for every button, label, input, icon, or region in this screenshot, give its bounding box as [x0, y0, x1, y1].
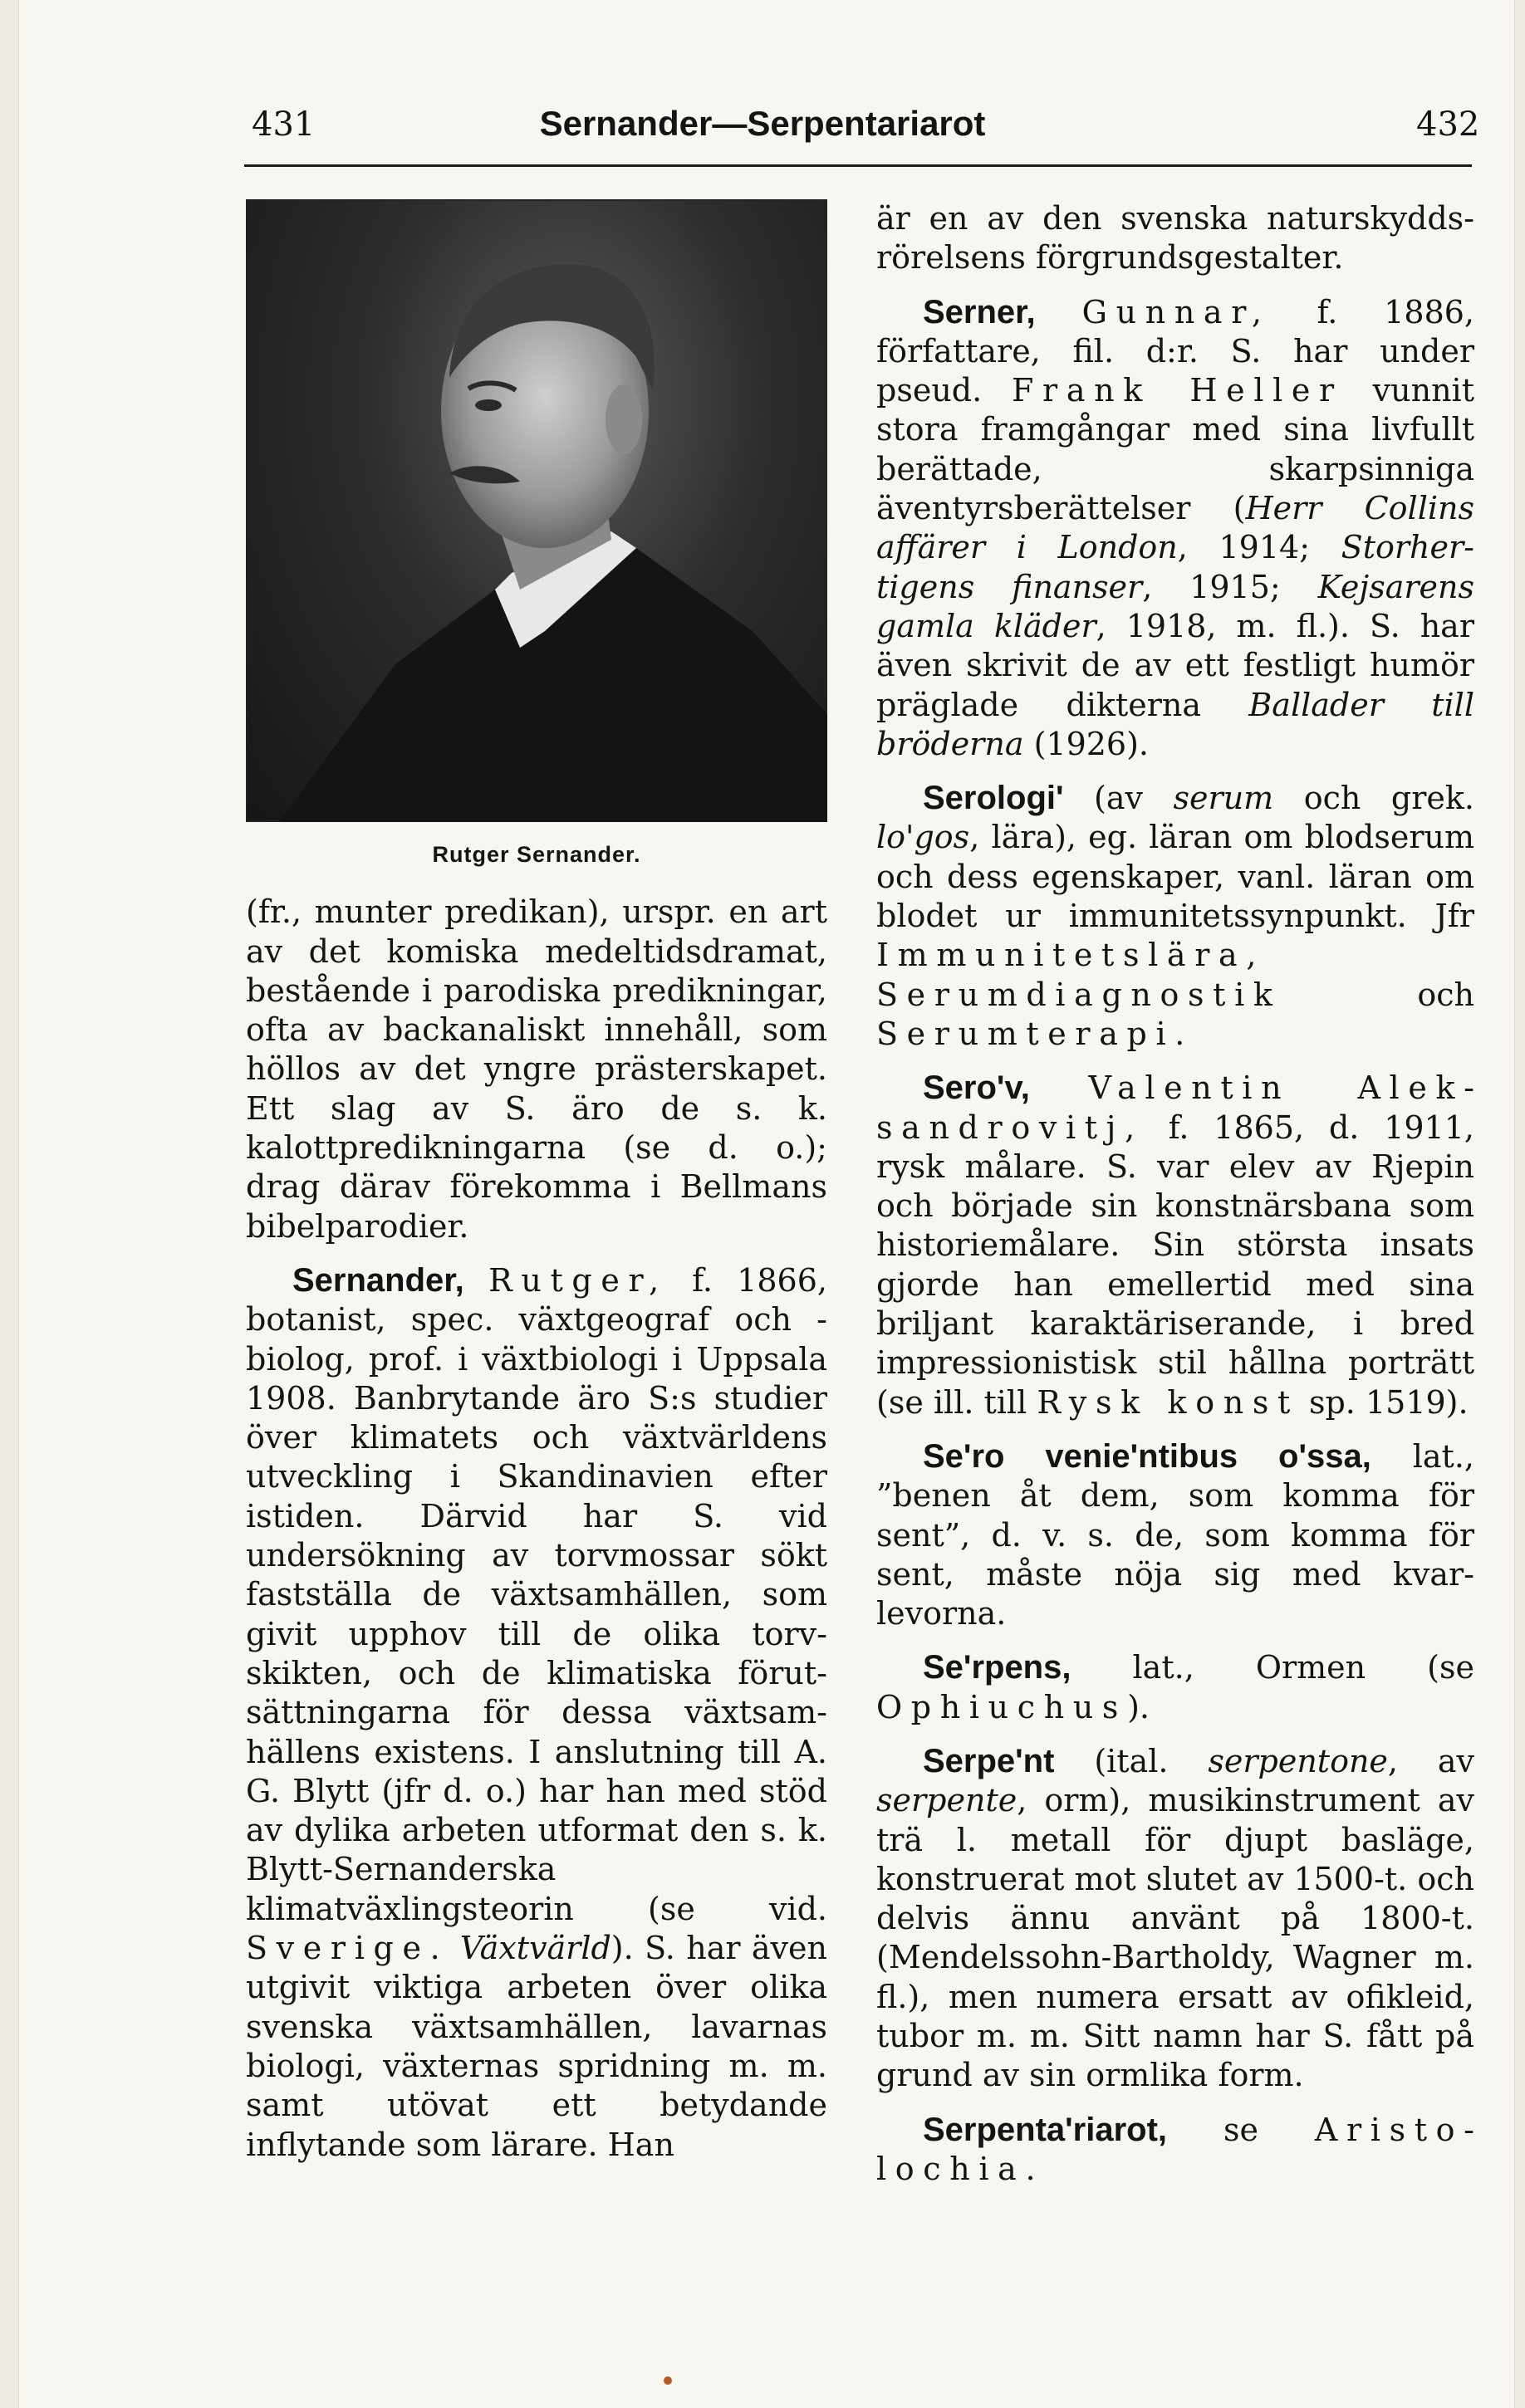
entry-text: se	[1167, 2111, 1315, 2148]
book-title: Kejsarens gamla kläder	[876, 568, 1474, 644]
entry-text: ).	[1127, 1688, 1150, 1725]
header-rule	[244, 164, 1472, 167]
continuation-paragraph	[246, 893, 827, 1246]
portrait-illustration	[246, 199, 827, 822]
headword-serologi: Serologi'	[923, 780, 1064, 817]
entry-sero-venientibus	[876, 1437, 1474, 1633]
entry-text: (av	[1063, 780, 1174, 817]
entry-serologi	[876, 779, 1474, 1054]
entry-text: , 1915;	[1142, 568, 1318, 605]
xref: Ophiuchus	[876, 1688, 1128, 1725]
headword-sernander: Sernander,	[292, 1261, 464, 1299]
photo-caption: Rutger Sernander.	[432, 842, 641, 867]
left-column	[246, 199, 827, 2165]
portrait-photo	[246, 199, 827, 822]
headword-serner: Serner,	[923, 293, 1036, 330]
headword-serov: Sero'v,	[923, 1069, 1030, 1107]
entry-text: (1926).	[1023, 725, 1149, 762]
entry-text: lat., ”benen åt dem, som komma för sent”, d. v. s. de, som komma för sent, måste nöja sig med kvarlevorna.	[876, 1437, 1474, 1632]
given-name-sernander: Rutger,	[488, 1261, 668, 1299]
right-column	[876, 199, 1474, 2189]
entry-text: , av	[1387, 1742, 1475, 1779]
continuation-text: (fr., munter predikan), urspr. en art av det komiska medeltidsdramat, bestående i parodiska predikningar, ofta av backanaliskt innehåll, som höllos av det yngre prästerskapet. Ett slag av S. äro de s. k. kalottpredikningarna (se d. o.); drag därav förekomma i Bellmans bibelparodier.	[246, 893, 827, 1245]
entry-text: f. 1866, botanist, spec. växtgeograf och -biolog, prof. i växtbiologi i Uppsala 1908. Banbrytande äro S:s studier över klimatets och växtvärldens utveckling i Skandinavien efter istiden. Därvid har S. vid undersökning av torvmossar sökt fastställa de växtsamhällen, som givit upphov till de olika torvskikten, och de klimatiska förutsättningarna för dessa växtsamhällens existens. I anslutning till A. G. Blytt (jfr d. o.) har han med stöd av dylika arbeten utformat den s. k. Blytt-Sernanderska klimatväxlingsteorin (se vid.	[246, 1261, 827, 1927]
entry-text: lat., Ormen (se	[1071, 1649, 1474, 1686]
entry-text: och grek.	[1273, 780, 1474, 817]
entry-text: vunnit stora framgångar med sina livfullt berättade, skarpsinniga äventyrsberättelser (	[876, 372, 1474, 527]
entry-serov	[876, 1069, 1474, 1422]
book-title: Herr Collins affärer i London	[876, 490, 1474, 566]
term: lo'gos	[876, 819, 970, 856]
entry-text: f. 1886, författare, fil. d:r. S. har under pseud.	[876, 293, 1474, 409]
entry-text: , orm), musikinstrument av trä l. metall för djupt basläge, konstruerat mot slutet av 1500-t. och delvis ännu använt på 1800-t. (Mendelssohn-Bartholdy, Wagner m. fl.), men numera ersatt av ofikleid, tubor m. m. Sitt namn har S. fått på grund av sin ormlika form.	[876, 1782, 1474, 2094]
entry-text: , 1918, m. fl.). S. har även skrivit de av ett festligt humör präglade dikterna	[876, 607, 1474, 723]
entry-text: .	[1174, 1015, 1185, 1052]
xref: Immunitetslära	[876, 937, 1247, 974]
entry-text: , lära), eg. läran om blodserum och dess egenskaper, vanl. läran om blodet ur immunitetssynpunkt. Jfr	[876, 819, 1474, 935]
entry-text: ). S. har även utgivit viktiga arbeten över olika svenska växtsamhällen, lavarnas biologi, växternas spridning m. m. samt utövat ett betydande inflytande som lärare. Han	[246, 1930, 827, 2163]
xref: Serumterapi	[876, 1015, 1175, 1052]
running-title: Sernander—Serpentariarot	[539, 104, 986, 143]
headword-serpent: Serpe'nt	[923, 1742, 1055, 1779]
book-title: Ballader till bröderna	[876, 686, 1474, 762]
term: serum	[1173, 780, 1274, 817]
xref-sverige: Sverige.	[246, 1930, 449, 1967]
term: serpentone	[1208, 1742, 1388, 1779]
book-title: Växtvärld	[459, 1930, 611, 1967]
xref: Rysk konst	[1037, 1383, 1299, 1421]
entry-text: .	[1025, 2150, 1036, 2187]
term: serpente	[876, 1782, 1017, 1819]
book-title: Storhertigens finanser	[876, 529, 1474, 605]
entry-text: och	[1281, 976, 1474, 1013]
entry-serpens	[876, 1648, 1474, 1727]
xref: Aristolochia	[876, 2111, 1474, 2187]
headword-serpentariarot: Serpenta'riarot,	[923, 2111, 1168, 2148]
page-number-left: 431	[252, 105, 316, 144]
print-mark	[664, 2376, 672, 2385]
entry-text: , 1914;	[1177, 529, 1341, 566]
entry-text: (ital.	[1054, 1742, 1209, 1779]
headword-sero-venientibus: Se'ro venie'ntibus o'ssa,	[923, 1437, 1371, 1475]
entry-text: f. 1865, d. 1911, rysk målare. S. var elev av Rjepin och började sin konstnärsbana som historiemålare. Sin största insats gjorde han emellertid med sina briljant karaktäriserande, i bred impressionistisk stil hållna porträtt (se ill. till	[876, 1109, 1474, 1421]
given-name-serov: Valentin Aleksandrovitj,	[876, 1069, 1474, 1146]
entry-serpent	[876, 1742, 1474, 2096]
xref: Serumdiagnostik	[876, 976, 1282, 1013]
headword-serpens: Se'rpens,	[923, 1649, 1071, 1686]
continuation-paragraph-right: är en av den svenska naturskyddsrörelsens förgrundsgestalter.	[876, 200, 1474, 277]
page-number-right: 432	[1416, 105, 1480, 144]
entry-serner	[876, 293, 1474, 765]
entry-serpentariarot	[876, 2111, 1474, 2190]
entry-text: ,	[1246, 937, 1257, 974]
entry-text: sp. 1519).	[1298, 1383, 1469, 1421]
pseudonym: Frank Heller	[1012, 372, 1343, 409]
entry-sernander	[246, 1261, 827, 2165]
given-name-serner: Gunnar,	[1081, 293, 1271, 330]
